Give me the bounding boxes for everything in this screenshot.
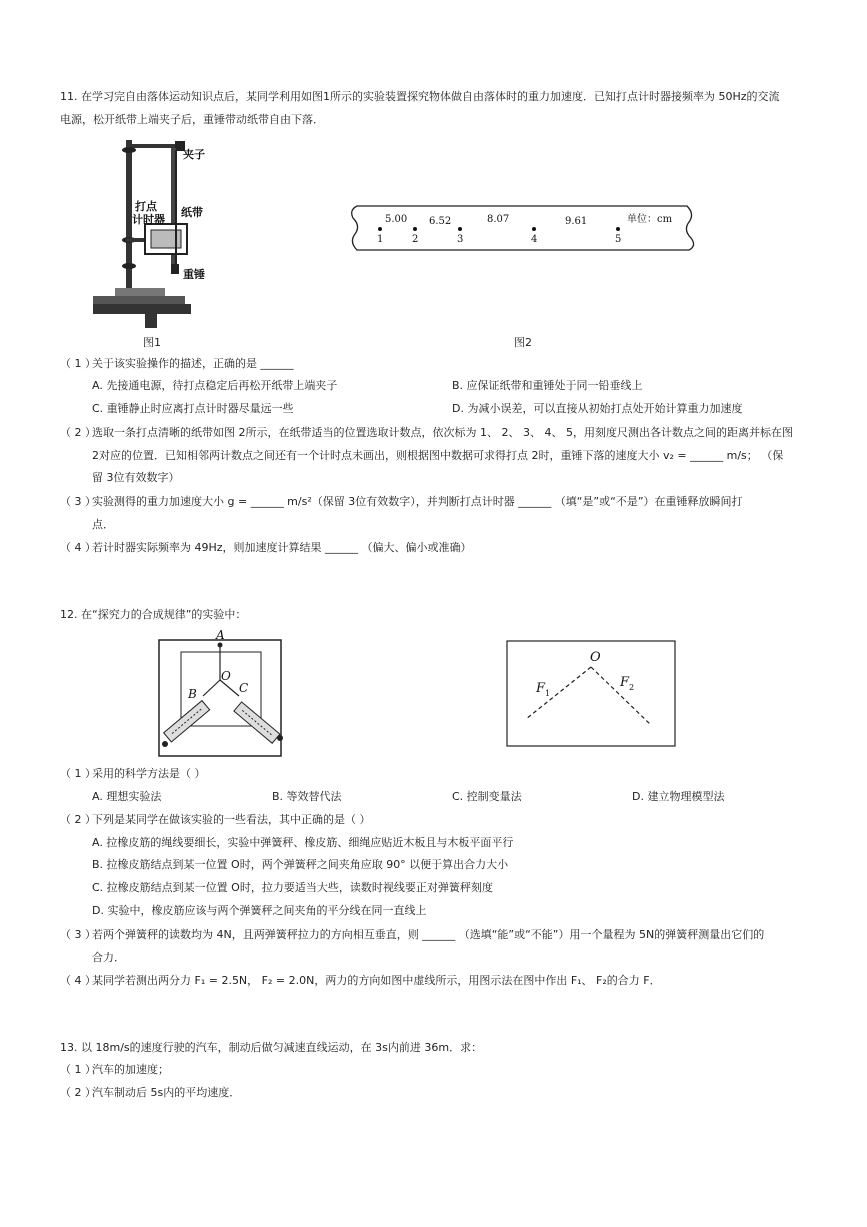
q12-part2-option-a: A. 拉橡皮筋的绳线要细长，实验中弹簧秤、橡皮筋、细绳应贴近木板且与木板平面平行 [92, 836, 514, 849]
q12-part2-option-d: D. 实验中，橡皮筋应该与两个弹簧秤之间夹角的平分线在同一直线上 [92, 904, 427, 917]
apparatus-figure [85, 136, 220, 331]
clip-label: 夹子 [183, 148, 205, 161]
point-2: 2 [412, 234, 419, 245]
weight-label: 重锤 [183, 268, 205, 281]
q11-part1-option-a: A. 先接通电源，待打点稳定后再松开纸带上端夹子 [92, 379, 338, 392]
q12-part2-label: （ 2 ） [60, 813, 96, 826]
point-5: 5 [615, 234, 622, 245]
distance-4: 9.61 [565, 216, 588, 227]
unit-label: 单位：cm [627, 214, 673, 225]
label-c: C [239, 681, 249, 695]
q12-part1-label: （ 1 ） [60, 767, 96, 780]
q11-part4-text: 若计时器实际频率为 49Hz，则加速度计算结果 ______ （偏大、偏小或准确） [92, 541, 472, 554]
q12-part4-label: （ 4 ） [60, 974, 96, 987]
label-f2: F [620, 675, 630, 690]
q12-part1-option-d: D. 建立物理模型法 [632, 790, 725, 803]
q13-part2-label: （ 2 ） [60, 1086, 96, 1099]
figure1-caption: 图1 [143, 336, 161, 349]
label-f2-sub: 2 [629, 683, 635, 692]
q11-part2-line3: 留 3位有效数字） [92, 471, 180, 484]
q12-part2-option-c: C. 拉橡皮筋结点到某一位置 O时，拉力要适当大些，读数时视线要正对弹簧秤刻度 [92, 881, 493, 894]
q11-part3-label: （ 3 ） [60, 495, 96, 508]
point-1: 1 [377, 234, 384, 245]
q12-part1-text: 采用的科学方法是（ ） [92, 767, 206, 780]
force-board-figure [155, 628, 290, 760]
q13-stem: 13. 以 18m/s的速度行驶的汽车，制动后做匀减速直线运动，在 3s内前进 36m．求： [60, 1041, 483, 1054]
q11-part2-line2: 2对应的位置．已知相邻两计数点之间还有一个计时点未画出，则根据图中数据可求得打点 2时，重锤下落的速度大小 v₂ = ______ m/s； （保 [92, 449, 784, 462]
figure2-caption: 图2 [514, 336, 532, 349]
q11-part1-option-b: B. 应保证纸带和重锤处于同一铅垂线上 [452, 379, 643, 392]
q11-part4-label: （ 4 ） [60, 541, 96, 554]
q11-part1-option-d: D. 为减小误差，可以直接从初始打点处开始计算重力加速度 [452, 402, 743, 415]
q11-stem-line1: 11. 在学习完自由落体运动知识点后，某同学利用如图1所示的实验装置探究物体做自由落体时的重力加速度．已知打点计时器接频率为 50Hz的交流 [60, 90, 780, 103]
q13-part1-text: 汽车的加速度； [92, 1063, 169, 1076]
label-f1-sub: 1 [545, 689, 551, 698]
q12-part4-text: 某同学若测出两分力 F₁ = 2.5N， F₂ = 2.0N，两力的方向如图中虚线所示，用图示法在图中作出 F₁、 F₂的合力 F． [92, 974, 661, 987]
q11-part3-line2: 点． [92, 518, 114, 531]
label-o: O [221, 669, 231, 683]
distance-2: 6.52 [429, 216, 452, 227]
q11-part2-line1: 选取一条打点清晰的纸带如图 2所示，在纸带适当的位置选取计数点，依次标为 1、 2、 3、 4、 5，用刻度尺测出各计数点之间的距离并标在图 [92, 426, 793, 439]
timer-label-2: 计时器 [132, 213, 165, 226]
q11-part2-label: （ 2 ） [60, 426, 96, 439]
q12-part1-option-b: B. 等效替代法 [272, 790, 342, 803]
label-f1: F [536, 681, 546, 696]
distance-1: 5.00 [385, 214, 408, 225]
distance-3: 8.07 [487, 214, 510, 225]
q11-part3-line1: 实验测得的重力加速度大小 g = ______ m/s²（保留 3位有效数字），并判断打点计时器 ______ （填“是”或“不是”）在重锤释放瞬间打 [92, 495, 743, 508]
point-3: 3 [457, 234, 464, 245]
timer-label-1: 打点 [135, 200, 157, 213]
label-a: A [216, 628, 225, 642]
label-b: B [188, 687, 197, 701]
point-4: 4 [531, 234, 538, 245]
label-o-right: O [590, 650, 601, 665]
q12-part3-line1: 若两个弹簧秤的读数均为 4N，且两弹簧秤拉力的方向相互垂直，则 ______ （选填“能”或“不能”）用一个量程为 5N的弹簧秤测量出它们的 [92, 928, 765, 941]
q11-part1-option-c: C. 重锤静止时应离打点计时器尽量远一些 [92, 402, 294, 415]
q11-part1-label: （ 1 ） [60, 357, 96, 370]
q13-part1-label: （ 1 ） [60, 1063, 96, 1076]
q12-part1-option-c: C. 控制变量法 [452, 790, 522, 803]
q12-stem: 12. 在“探究力的合成规律”的实验中： [60, 608, 247, 621]
q13-part2-text: 汽车制动后 5s内的平均速度． [92, 1086, 241, 1099]
q11-stem-line2: 电源，松开纸带上端夹子后，重锤带动纸带自由下落． [60, 113, 324, 126]
paper-tape-figure [345, 200, 705, 256]
q12-part1-option-a: A. 理想实验法 [92, 790, 162, 803]
tape-label: 纸带 [181, 206, 203, 219]
q12-part3-line2: 合力． [92, 951, 125, 964]
force-diagram-figure [506, 640, 677, 748]
q12-part3-label: （ 3 ） [60, 928, 96, 941]
q11-part1-text: 关于该实验操作的描述，正确的是 ______ [92, 357, 294, 370]
q12-part2-text: 下列是某同学在做该实验的一些看法，其中正确的是（ ） [92, 813, 371, 826]
q12-part2-option-b: B. 拉橡皮筋结点到某一位置 O时，两个弹簧秤之间夹角应取 90° 以便于算出合力大小 [92, 858, 509, 871]
